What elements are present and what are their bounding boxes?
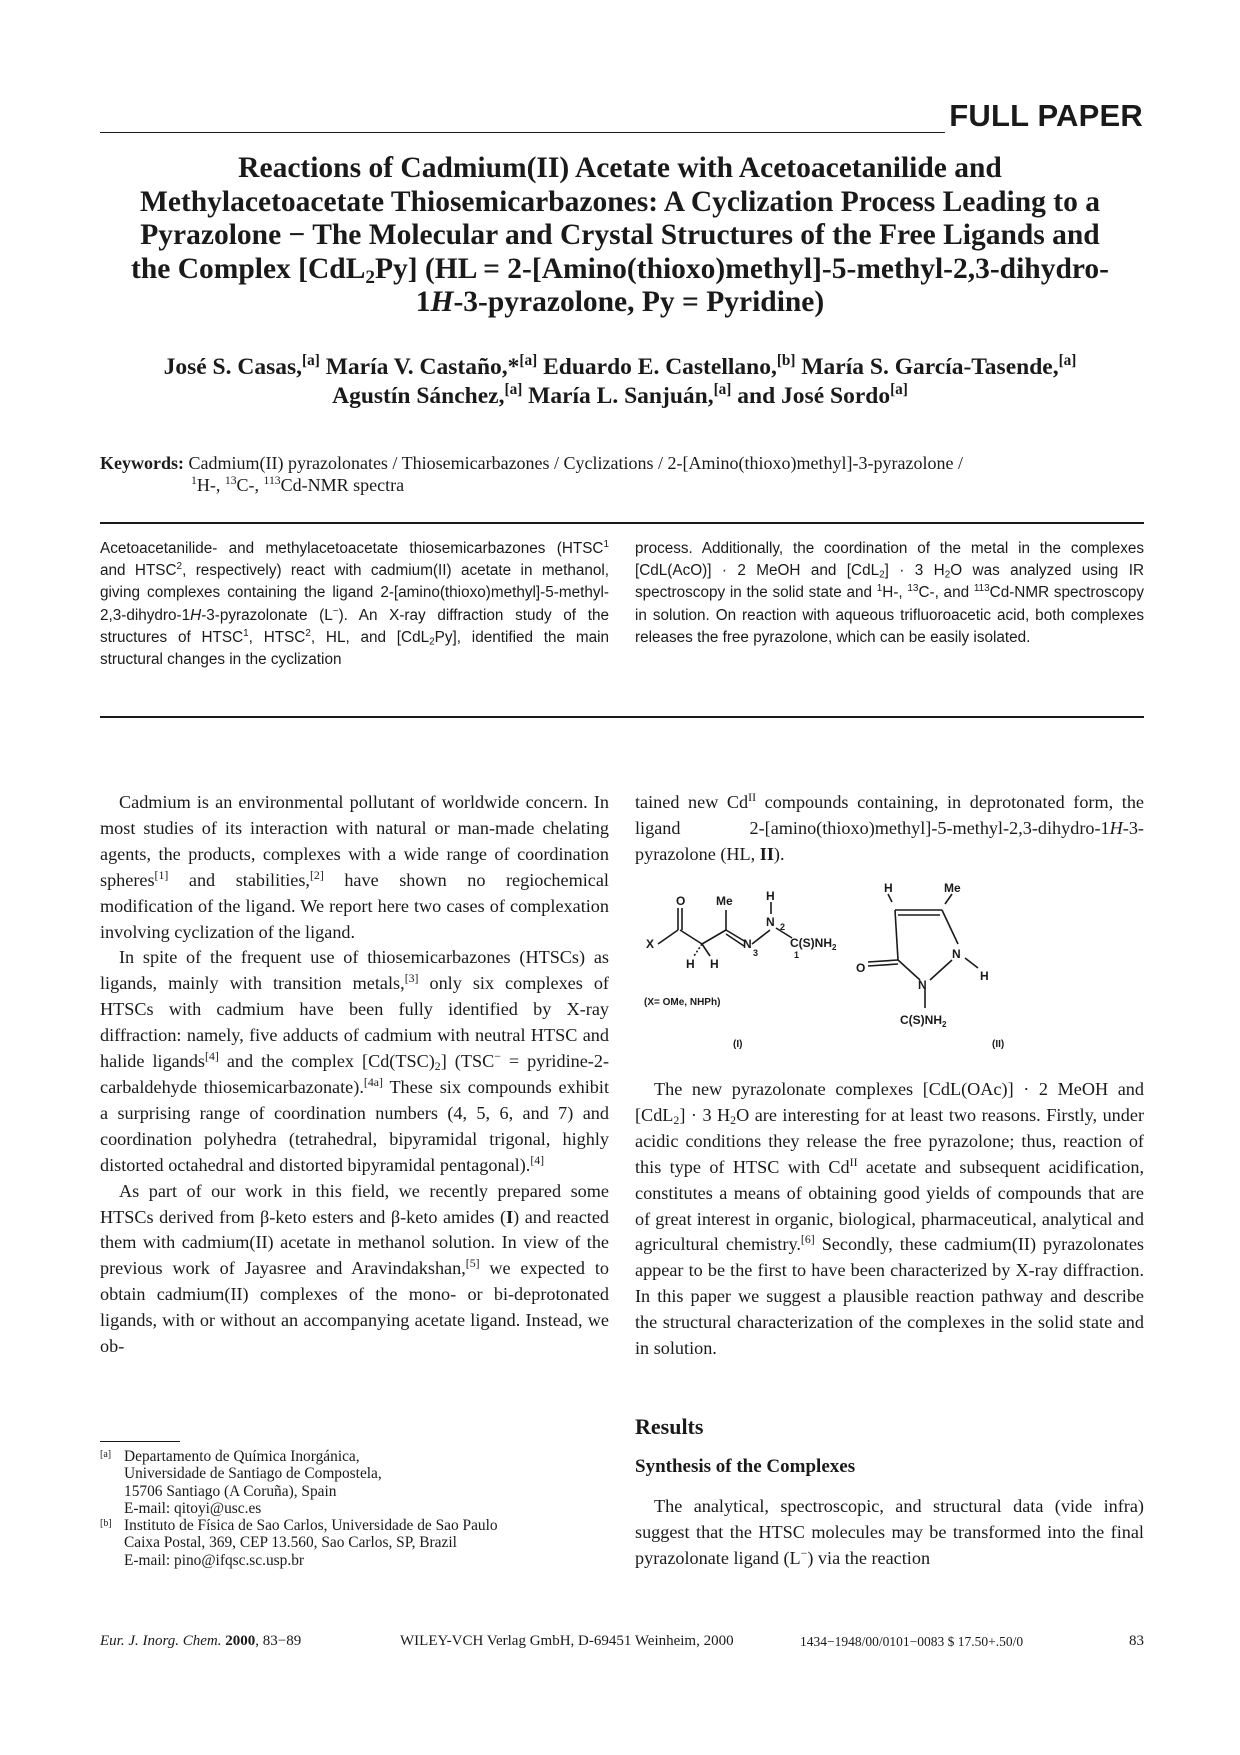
svg-text:N: N xyxy=(952,947,961,961)
keywords-line-1: Cadmium(II) pyrazolonates / Thiosemicarbazones / Cyclizations / 2-[Amino(thioxo)methyl]-3-pyrazolone / xyxy=(188,453,963,473)
keywords-line-2: $^1$H-, $^{13}$C-, $^{113}$Cd-NMR spectra xyxy=(191,473,405,495)
affiliation-b: [b] Instituto de Física de Sao Carlos, Universidade de Sao Paulo Caixa Postal, 369, CEP 13.560, Sao Carlos, SP, Brazil E-mail: pino@ifqsc.sc.usp.br xyxy=(100,1517,498,1569)
author-line-2: Agustín Sánchez,[a] María L. Sanjuán,[a] and José Sordo[a] xyxy=(332,380,908,409)
title-line-3: Pyrazolone − The Molecular and Crystal Structures of the Free Ligands and xyxy=(140,219,1100,251)
svg-text:(I): (I) xyxy=(733,1039,743,1050)
title-line-2: Methylacetoacetate Thiosemicarbazones: A Cyclization Process Leading to a xyxy=(140,185,1100,218)
svg-text:X: X xyxy=(646,937,655,951)
svg-text:Me: Me xyxy=(944,881,961,895)
paragraph-continued: tained new $Cd^{II}$ compounds containing, in deprotonated form, the ligand 2-[amino(thioxo)methyl]-5-methyl-2,3-dihydro-1H-3-pyrazolone (HL, II). xyxy=(635,789,1144,864)
paragraph-intro: Cadmium is an environmental pollutant of worldwide concern. In most studies of its interaction with natural or man-made chelating agents, the products, complexes with a wide range of coordination spheres[1] and stabilities,[2] have shown no regiochemical modification of the ligand. We report here two cases of complexation involving cyclization of the ligand. xyxy=(100,792,609,942)
svg-text:H: H xyxy=(686,957,695,971)
keywords-label: Keywords: xyxy=(100,453,184,473)
svg-text:1: 1 xyxy=(794,950,800,960)
abstract-right-column: process. Additionally, the coordination of the metal in the complexes [CdL(AcO)] · 2 MeOH and [CdL$_2$] · 3 $H_2O$ was analyzed using IR spectroscopy in the solid state and $^1$H-, $^{13}$C-, and $^{113}$Cd-NMR spectroscopy in solution. On reaction with aqueous trifluoroacetic acid, both complexes releases the free pyrazolone, which can be easily isolated. xyxy=(635,540,1144,646)
svg-text:(X= OMe, NHPh): (X= OMe, NHPh) xyxy=(644,997,721,1008)
abstract-top-rule xyxy=(100,522,1144,524)
svg-text:H: H xyxy=(710,957,719,971)
cs-nh2-group-ii: $C(S)NH_2$ xyxy=(900,1013,947,1029)
svg-text:O: O xyxy=(856,961,866,975)
title-line-4: the Complex [CdL$_2$Py] (HL = 2-[Amino(thioxo)methyl]-5-methyl-2,3-dihydro- xyxy=(131,252,1109,288)
author-list xyxy=(100,353,1140,411)
svg-text:2: 2 xyxy=(780,922,786,932)
section-tag: FULL PAPER xyxy=(949,98,1143,133)
paragraph-synthesis: The analytical, spectroscopic, and structural data (vide infra) suggest that the HTSC molecules may be transformed into the final pyrazolonate ligand (L−) via the reaction xyxy=(635,1496,1144,1568)
header-rule xyxy=(100,132,945,133)
chemical-scheme xyxy=(640,880,1140,1060)
paragraph-pyrazolonate: The new pyrazolonate complexes [CdL(OAc)] · 2 MeOH and [CdL$_2$] · 3 $H_2O$ are interesting for at least two reasons. Firstly, under acidic conditions they release the free pyrazolone; thus, reaction of this type of HTSC with $Cd^{II}$ acetate and subsequent acidification, constitutes a means of obtaining good yields of compounds that are of great interest in organic, biological, pharmaceutical, analytical and agricultural chemistry.[6] Secondly, these cadmium(II) pyrazolonates appear to be the first to have been characterized by X-ray diffraction. In this paper we suggest a plausible reaction pathway and describe the structural characterization of the complexes in the solid state and in solution. xyxy=(635,1079,1145,1359)
body-right-top xyxy=(635,790,1144,868)
issn: 1434−1948/00/0101−0083 $ 17.50+.50/0 xyxy=(800,1634,1024,1649)
svg-text:N: N xyxy=(918,978,927,992)
cs-nh2-group-i: $C(S)NH_2$ xyxy=(790,936,837,952)
svg-text:H: H xyxy=(766,889,775,903)
affiliation-a: [a] Departamento de Química Inorgánica, Universidade de Santiago de Compostela, 15706 Santiago (A Coruña), Spain E-mail: qitoyi@usc.es xyxy=(100,1448,382,1517)
article-title xyxy=(100,152,1140,320)
title-line-5: 1H-3-pyrazolone, Py = Pyridine) xyxy=(415,286,825,318)
body-right-bottom xyxy=(635,1494,1144,1572)
synthesis-heading: Synthesis of the Complexes xyxy=(635,1456,856,1477)
svg-text:N: N xyxy=(743,937,752,951)
svg-text:Me: Me xyxy=(716,894,733,908)
affiliations xyxy=(100,1448,620,1569)
svg-text:(II): (II) xyxy=(992,1039,1005,1050)
results-heading: Results xyxy=(635,1414,704,1439)
title-line-1: Reactions of Cadmium(II) Acetate with Acetoacetanilide and xyxy=(238,152,1002,184)
abstract-left-column: Acetoacetanilide- and methylacetoacetate thiosemicarbazones (HTSC$^1$ and HTSC$^2$, respectively) react with cadmium(II) acetate in methanol, giving complexes containing the ligand 2-[amino(thioxo)methyl]-5-methyl-2,3-dihydro-1H-3-pyrazolonate (L−). An X-ray diffraction study of the structures of HTSC$^1$, HTSC$^2$, HL, and [CdL$_2$Py], identified the main structural changes in the cyclization xyxy=(100,539,610,669)
svg-text:3: 3 xyxy=(753,948,759,958)
footnote-rule xyxy=(100,1441,180,1442)
svg-text:H: H xyxy=(884,881,893,895)
publisher: WILEY-VCH Verlag GmbH, D-69451 Weinheim, 2000 xyxy=(400,1633,734,1649)
page-number: 83 xyxy=(1129,1633,1144,1649)
body-right-middle xyxy=(635,1077,1144,1362)
paragraph-work: As part of our work in this field, we recently prepared some HTSCs derived from β-keto esters and β-keto amides (I) and reacted them with cadmium(II) acetate in methanol solution. In view of the previous work of Jayasree and Aravindakshan,[5] we expected to obtain cadmium(II) complexes of the mono- or bi-deprotonated ligands, with or without an accompanying acetate ligand. Instead, we ob- xyxy=(100,1180,609,1357)
svg-text:H: H xyxy=(980,969,989,983)
paragraph-htsc: In spite of the frequent use of thiosemicarbazones (HTSCs) as ligands, mainly with transition metals,[3] only six complexes of HTSCs with cadmium have been fully identified by X-ray diffraction: namely, five adducts of cadmium with neutral HTSC and halide ligands[4] and the complex $[Cd(TSC)_2] (TSC^-$ = pyridine-2-carbaldehyde thiosemicarbazonate).[4a] These six compounds exhibit a surprising range of coordination numbers (4, 5, 6, and 7) and coordination polyhedra (tetrahedral, bipyramidal trigonal, highly distorted octahedral and distorted bipyramidal pentagonal).[4] xyxy=(100,947,610,1175)
author-line-1: José S. Casas,[a] María V. Castaño,*[a] Eduardo E. Castellano,[b] María S. García-Tasende,[a] xyxy=(163,351,1077,380)
svg-text:N: N xyxy=(766,915,775,929)
body-left-column xyxy=(100,790,609,1360)
journal-citation: Eur. J. Inorg. Chem. 2000, 83−89 xyxy=(100,1633,302,1649)
keywords xyxy=(100,452,1140,496)
svg-text:O: O xyxy=(676,894,686,908)
abstract-bottom-rule xyxy=(100,716,1144,718)
